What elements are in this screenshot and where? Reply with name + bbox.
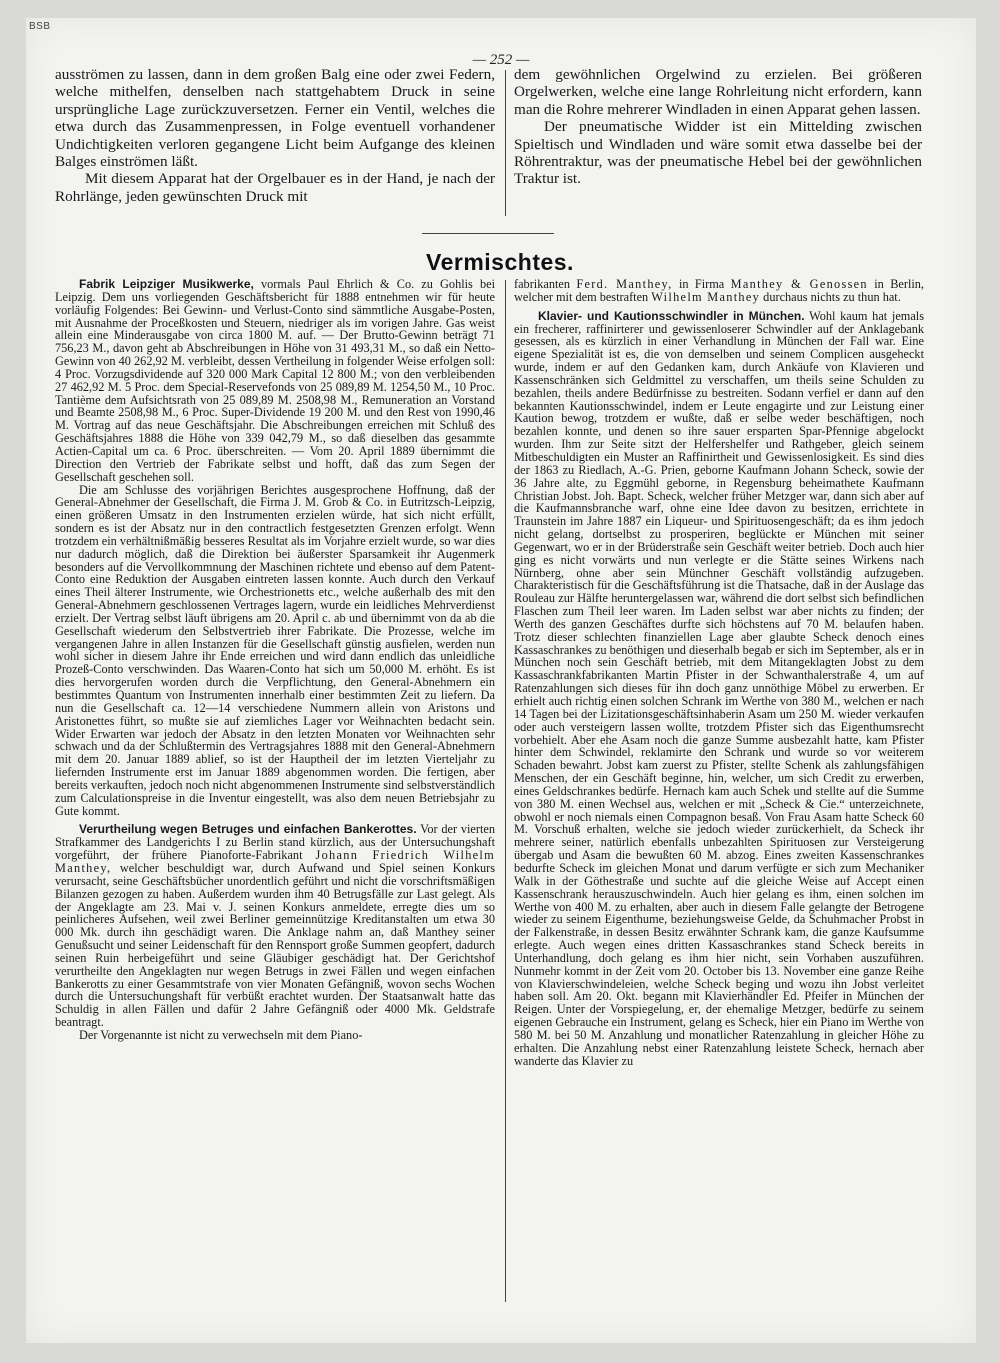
person-name: Johann Friedrich Wilhelm Manthey, xyxy=(55,848,495,875)
section-separator xyxy=(422,233,554,234)
continued-paragraph xyxy=(514,278,924,304)
top-left-column xyxy=(55,66,495,216)
right-column xyxy=(514,278,924,1306)
article-heading: Verurtheilung wegen Betruges und einfachen Bankerottes. xyxy=(79,822,417,837)
article-text: in Berlin, welcher mit dem bestraften xyxy=(514,278,924,304)
library-stamp: BSB xyxy=(29,21,51,32)
top-right-paragraph: Der pneumatische Widder ist ein Mittelding zwischen Spieltisch und Windladen und wäre somit etwa dasselbe bei der Röhrentraktur, was der pneumatische Hebel bei der gewöhnlichen Traktur ist. xyxy=(514,118,922,188)
article-paragraph: Die am Schlusse des vorjährigen Berichtes ausgesprochene Hoffnung, daß der General-Abnehmer der Gesellschaft, die Firma J. M. Grob & Co. in Eutritzsch-Leipzig, einen größeren Umsatz in den Instrumenten erzielen würde, hat sich nicht erfüllt, sondern es ist der Absatz nur in den contractlich festgesetzten Grenzen erfolgt. Wenn trotzdem ein verhältnißmäßig besseres Resultat als im Vorjahre erzielt wurde, so war dies nur dadurch möglich, daß die Direktion bei äußerster Sparsamkeit ihr Augenmerk besonders auf die Vervollkommnung der Maschinen richtete und ebenso auf dem Patent-Conto eine Reduktion der Ausgaben eintreten lassen konnte. Auch durch den Verkauf eines Theil älterer Instrumente, wie Orchestrionetts etc., welche außerhalb des mit den General-Abnehmern geschlossenen Vertrages lagern, wurde ein leidliches Mehrverdienst erzielt. Der Vertrag selbst läuft übrigens am 20. April c. ab und übernimmt von da ab die Gesellschaft wiederum den Selbstvertrieb ihrer Fabrikate. Die Prozesse, welche im vergangenen Jahre in allen Instanzen für die Gesellschaft günstig ausfielen, werden nun wohl sicher in diesem Jahre ihr Ende erreichen und wird dann endlich das unleidliche Prozeß-Conto verschwinden. Das Waaren-Conto hat sich um 50,000 M. erhöht. Es ist dies hervorgerufen worden durch die Verpflichtung, den General-Abnehmern ein bestimmtes Quantum von Instrumenten innerhalb einer bestimmten Zeit zu liefern. Da nun die Gesellschaft ca. 12—14 verschiedene Nummern allein von Aristons und Aristonettes führt, so mußte sie auf ziemliches Lager vor Weihnachten bedacht sein. Wider Erwarten war jedoch der Absatz in den letzten Monaten vor Weihnachten sehr schwach und da der Schlußtermin des Vertragsjahres 1888 mit den General-Abnehmern mit dem 20. Januar 1889 ablief, so ist der Hauptheil der im letzten Vierteljahr zu liefernden Instrumente erst im Januar 1889 abgenommen worden. Die fertigen, aber bereits verkauften, jedoch noch nicht abgenommenen Instrumente sind selbstverständlich zum Calculationspreise in die Inventur eingestellt, was also dem neuen Betriebsjahr zu Gute kommt. xyxy=(55,482,495,818)
article-heading: Klavier- und Kautionsschwindler in München. xyxy=(538,308,805,323)
article-text: vormals Paul Ehrlich & Co. zu Gohlis bei Leipzig. Dem uns vorliegenden Geschäftsbericht für 1888 entnehmen wir für heute vorläufig Folgendes: Bei Gewinn- und Verlust-Conto sind sämmtliche Ausgabe-Posten, mit Ausnahme der Proceßkosten und Steuern, niedriger als im vorigen Jahre. Gas weist allein eine Minderausgabe von circa 1800 M. auf. — Der Brutto-Gewinn beträgt 71 756,23 M., davon geht ab Abschreibungen in Höhe von 31 493,31 M., so daß ein Netto-Gewinn von 40 262,92 M. verbleibt, dessen Vertheilung in folgender Weise erfolgen soll: 4 Proc. Vorzugsdividende auf 320 000 Mark Capital 12 800 M.; von den verbleibenden 27 462,92 M. 5 Proc. dem Special-Reservefonds von 25 089,89 M. 1254,50 M., 10 Proc. Tantième dem Aufsichtsrath von 25 089,89 M. 2508,98 M., Remuneration an Vorstand und Beamte 2508,98 M., 6 Proc. Super-Dividende 19 200 M. und den Rest von 1990,46 M. Vortrag auf das neue Geschäftsjahr. Die Abschreibungen erreichen mit Schluß des Geschäftsjahres 1888 die Höhe von 339 042,79 M., so daß dieselben das gesammte Actien-Capital um ca. 6 Proc. überschreiten. — Vom 20. April 1889 übernimmt die Direction den Vertrieb der Fabrikate selbst und hofft, daß das zum Segen der Gesellschaft geschehen soll. xyxy=(55,278,495,484)
article-paragraph: Der Vorgenannte ist nicht zu verwechseln mit dem Piano- xyxy=(79,1027,363,1042)
article-text: in Firma xyxy=(678,278,725,291)
article-heading: Fabrik Leipziger Musikwerke, xyxy=(79,278,254,291)
article-fabrik-leipziger xyxy=(55,278,495,484)
article-text: fabrikanten xyxy=(514,278,570,291)
top-left-paragraph: ausströmen zu lassen, dann in dem großen Balg eine oder zwei Federn, welche mithelfen, denselben nach stattgehabtem Druck in seine ursprüngliche Lage zurückzuversetzen. Ferner ein Ventil, welches die etwa durch das Zusammenpressen, in Folge eventuell vorhandener Undichtigkeiten verloren gegangene Licht beim Aufgange des kleinen Balges einströmen läßt. xyxy=(55,66,495,171)
article-verurtheilung xyxy=(55,823,495,1029)
section-title: Vermischtes. xyxy=(426,249,574,275)
column-divider xyxy=(505,280,506,1302)
page-number: — 252 — xyxy=(472,52,530,68)
top-right-paragraph: dem gewöhnlichen Orgelwind zu erzielen. Bei größeren Orgelwerken, welche eine lange Rohrleitung nicht erfordern, kann man die Rohre mehrerer Windladen in einen Apparat gehen lassen. xyxy=(514,66,922,118)
article-text: durchaus nichts zu thun hat. xyxy=(763,289,901,304)
top-left-paragraph: Mit diesem Apparat hat der Orgelbauer es in der Hand, je nach der Rohrlänge, jeden gewünschten Druck mit xyxy=(55,170,495,205)
top-right-column xyxy=(514,66,922,196)
left-column xyxy=(55,278,495,1308)
column-divider xyxy=(505,70,506,216)
article-text: welcher beschuldigt war, durch Aufwand und Spiel seinen Konkurs verursacht, seine Geschäftsbücher unordentlich geführt und nicht die vorschriftsmäßigen Bilanzen gezogen zu haben. Außerdem wurden ihm 40 Betrugsfälle zur Last gelegt. Als der Angeklagte am 23. Mai v. J. seinen Konkurs anmeldete, erregte dies um so peinlicheres Aufsehen, weil zwei Berliner gemeinnützige Kreditanstalten um etwa 30 000 Mk. durch ihn geschädigt waren. Die Anklage nahm an, daß Manthey seiner Genußsucht und seiner Leidenschaft für den Rennsport große Summen geopfert, dadurch seinen Ruin herbeigeführt und seine Gläubiger geschädigt hat. Der Gerichtshof verurtheilte den Angeklagten nur wegen Betrugs in zwei Fällen und wegen einfachen Bankerotts zu einer Gesammtstrafe von vier Monaten Gefängniß, wovon sechs Wochen durch die Untersuchungshaft für verbüßt erachtet wurden. Der Staatsanwalt hatte das Schuldig in allen Fällen und dafür 2 Jahre Gefängniß oder 4000 Mk. Geldstrafe beantragt. xyxy=(55,860,495,1030)
article-text: Wohl kaum hat jemals ein frecherer, raffinirterer und gewissenloserer Schwindler auf der Anklagebank gesessen, als es kürzlich in einer Verhandlung in München der Fall war. Eine eigene Spezialität ist es, die von demselben und seinem Complicen ausgeheckt wurde, indem er auf den Gedanken kam, durch Ankäufe von Klavieren und Kassenschränken sich Geldmittel zu verschaffen, um theils seine Schulden zu bezahlen, theils andere Bedürfnisse zu bestreiten. Sodann verfiel er dann auf den bekannten Kautionsschwindel, indem er Leute engagirte und zur Leistung einer Kaution bewog, trotzdem er wußte, daß er selbe weder beschäftigen, noch bezahlen konnte, und denen so ihre sauer ersparten Spar-Pfennige abgelockt wurden. Ihm zur Seite sitzt der Helfershelfer und Rathgeber, gleich seinem Mitbeschuldigten ein Muster an Raffinirtheit und Gewissenlosigkeit. Es sind dies der 1863 zu Riedlach, A.-G. Prien, geborne Kaufmann Johann Scheck, sowie der 36 Jahre alte, zu Eggmühl geborne, in Regensburg beheimathete Kaufmann Christian Jobst. Joh. Bapt. Scheck, welcher früher Metzger war, dann sich aber auf die Kaufmannsbranche warf, ohne eine Idee davon zu besitzen, errichtete in Traunstein im Jahre 1887 ein Liqueur- und Spirituosengeschäft; da es ihm jedoch nicht gelang, dortselbst zu prosperiren, beglückte er München mit seiner Gegenwart, wo er in der Brüderstraße sein Geschäft weiter betrieb. Doch auch hier ging es nicht vorwärts und nun verlegte er die Stätte seines Wirkens nach Nürnberg, ohne aber sein Münchner Geschäft vollständig aufzugeben. Charakteristisch für die Geschäftsführung ist die Thatsache, daß in der Auslage das Rouleau zur Hälfte heruntergelassen war, während die dort selbst sich befindlichen Flaschen zum Theil leer waren. Im Laden selbst war aber nichts zu finden; der Werth des ganzen Geschäftes durfte sich höchstens auf 70 M. belaufen haben. Trotz dieser schlechten finanziellen Lage aber glaubte Scheck denoch eines Kassaschrankes zu benöthigen und dieserhalb begab er sich im September, als er in München noch sein Geschäft betrieb, mit dem Mitangeklagten Jobst zu dem Kassaschrankfabrikanten Martin Pfister in der Schwanthalerstraße 4, um auf Ratenzahlungen sich dieses für ihn doch ganz unnöthige Möbel zu erwerben. Er erhielt auch richtig einen solchen Schrank im Werthe von 380 M., welchen er nach 14 Tagen bei der Lizitationsgeschäftsinhaberin Asam um 250 M. wieder verkaufen oder auch versteigern lassen wollte, trotzdem Pfister sich das Eigenthumsrecht vorbehielt. Aber ehe Asam noch die ganze Summe ausbezahlt hatte, kam Pfister hinter dem Schwindel, reklamirte den Schrank und wurde so vor weiterem Schaden bewahrt. Jobst kam zuerst zu Pfister, stellte Schenk als zahlungsfähigen Menschen, der ein Geschäft beginne, hin, welcher, um sich Credit zu erwerben, eines Geldschrankes bedürfe. Hernach kam auch Schek und stellte auf die Summe von 380 M. einen Wechsel aus, welchen er mit „Scheck & Cie.“ unterzeichnete, obwohl er noch niemals einen Compagnon besaß. Von Frau Asam hatte Scheck 60 M. Vorschuß erhalten, welche sie jedoch wieder zurückerhielt, da Scheck ihr mehrere seiner, natürlich ebenfalls unbezahlten Spirituosen zur Versteigerung übergab und Asam die bewußten 60 M. abzog. Eines zweiten Kassenschrankes bedurfte Scheck im gleichen Monat und darum verfügte er sich zum Mechaniker Walk in der Göthestraße und suchte auf die gleiche Weise auf Accept einen Kassenschrank herauszuschwindeln. Auch hier gelang es ihm, einen solchen im Werthe von 400 M. zu erhalten, aber auch in diesem Falle gelangte der Betrogene wieder zu seinem Eigenthume, beziehungsweise Gelde, da Schuhmacher Probst in der Falkenstraße, in dessen Besitz erwähnter Schrank kam, die ganze Kaufsumme erlegte. Auch wegen eines dritten Kassaschrankes stand Scheck bereits in Unterhandlung, doch gelang es ihm hier nicht, sein Vorhaben auszuführen. Nunmehr kommt in der Zeit vom 20. October bis 13. November eine ganze Reihe von Klavierschwindeleien, welche Scheck beging und wozu ihn Jobst verleitet haben soll. Am 20. Okt. begann mit Klavierhändler Ed. Pfeifer in München der Reigen. Unter der Vorspiegelung, er, der ehemalige Metzger, bedürfe zu seinem eigenen Gebrauche ein Instrument, gelang es Scheck, hier ein Piano im Werthe von 580 M. bei 50 M. Anzahlung und monatlicher Ratenzahlung in gleicher Höhe zu erhalten. Die Anzahlung nebst einer Ratenzahlung leistete Scheck, hernach aber wanderte das Klavier zu xyxy=(514,308,924,1068)
article-klavierschwindler xyxy=(514,310,924,1068)
article-text: Vor der vierten Strafkammer des Landgerichts I zu Berlin stand kürzlich, aus der Untersuchungshaft vorgeführt, der frühere Pianoforte-Fabrikant xyxy=(55,822,495,863)
person-name: Wilhelm Manthey xyxy=(651,289,761,304)
firm-name: Manthey & Genossen xyxy=(730,278,868,291)
firm-name: Ferd. Manthey, xyxy=(576,278,673,291)
